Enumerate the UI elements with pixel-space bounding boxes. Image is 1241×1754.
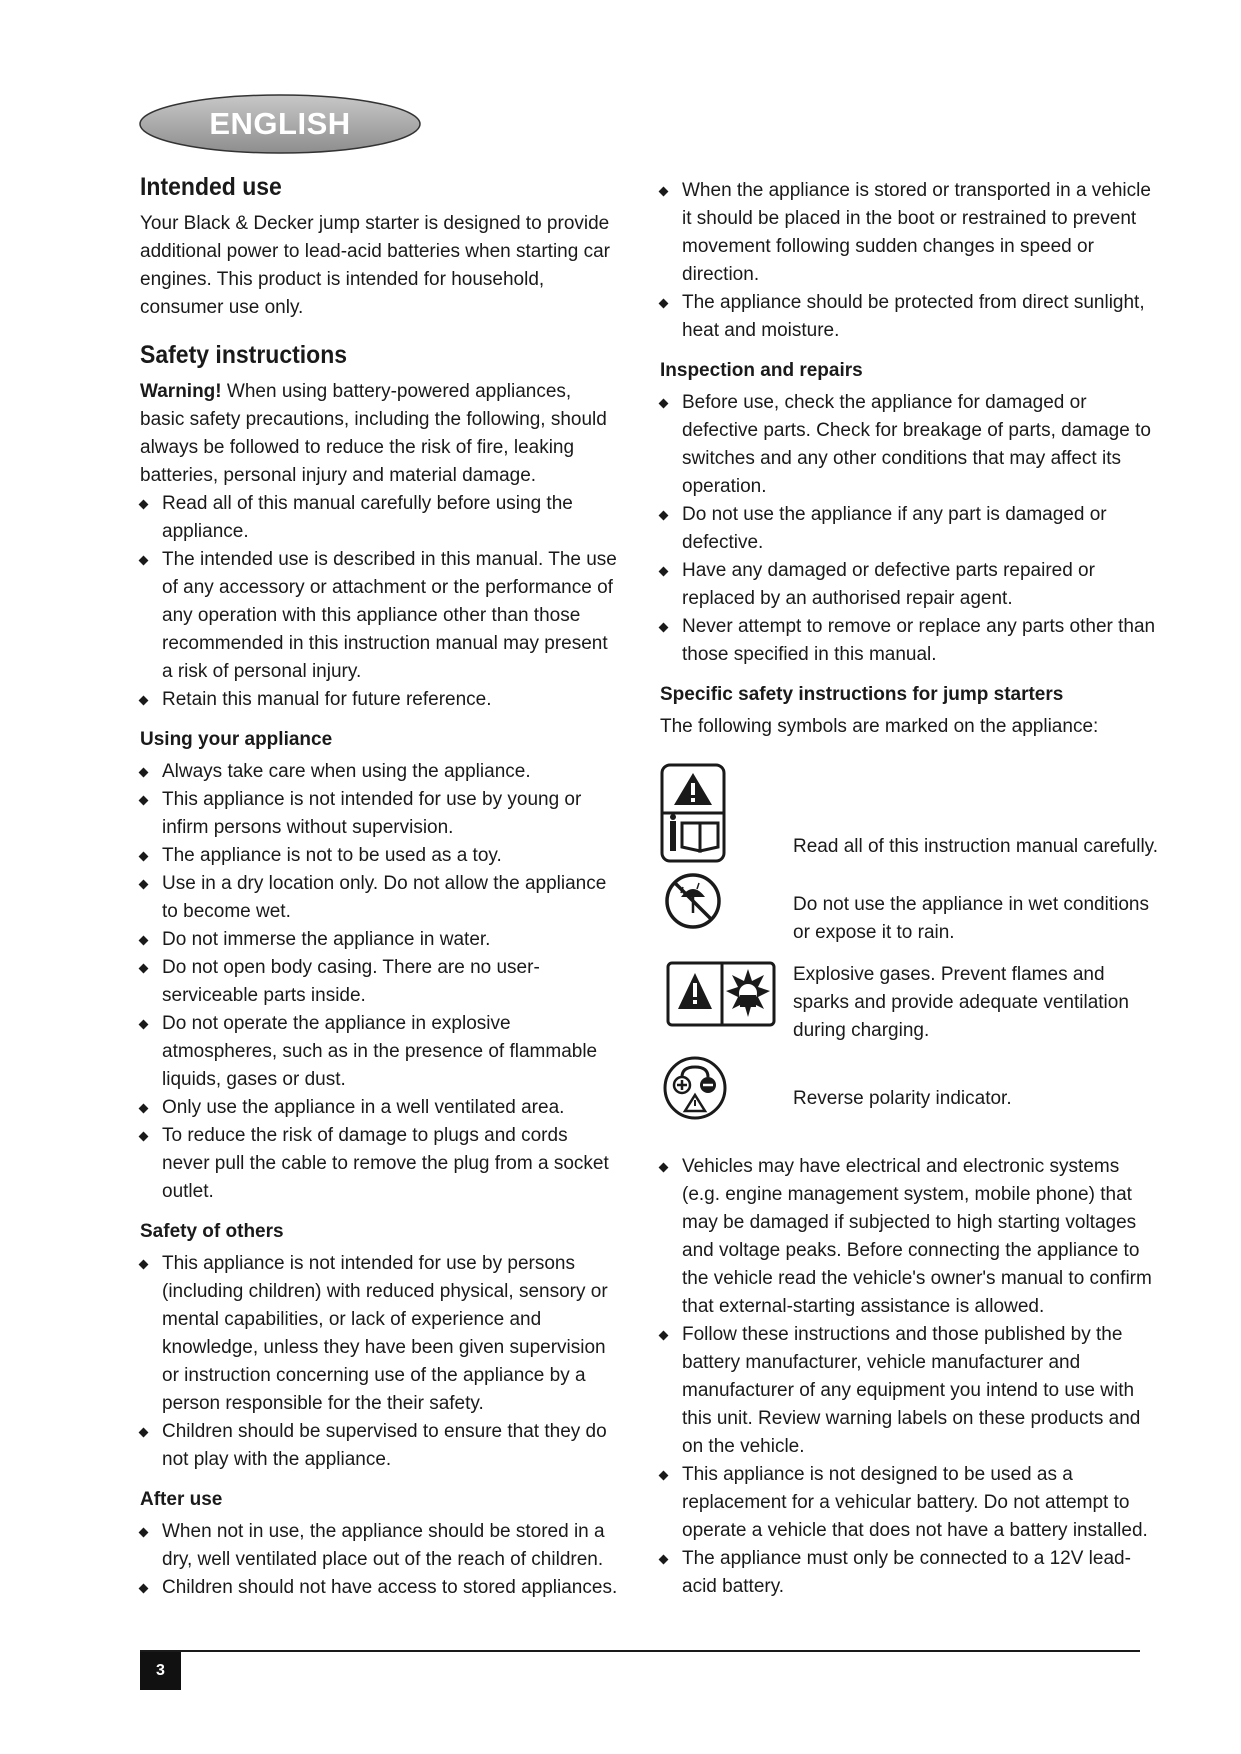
- diamond-bullet-icon: [139, 1020, 149, 1030]
- read-manual-icon: [660, 763, 726, 863]
- diamond-bullet-icon: [139, 500, 149, 510]
- page-number: 3: [140, 1652, 181, 1690]
- diamond-bullet-icon: [139, 556, 149, 566]
- inspection-title: Inspection and repairs: [660, 360, 863, 381]
- list-item: Do not open body casing. There are no user-serviceable parts inside.: [140, 954, 620, 1010]
- list-item: Follow these instructions and those published by the battery manufacturer, vehicle manufacturer and manufacturer of any equipment you intend to use with this unit. Review warning labels on these products and on the vehicle.: [660, 1321, 1160, 1461]
- symbol-text: Read all of this instruction manual carefully.: [793, 836, 1159, 857]
- symbol-text: Reverse polarity indicator.: [793, 1088, 1012, 1109]
- diamond-bullet-icon: [139, 1132, 149, 1142]
- list-item: Only use the appliance in a well ventilated area.: [140, 1094, 620, 1122]
- list-item: When not in use, the appliance should be stored in a dry, well ventilated place out of the reach of children.: [140, 1518, 620, 1574]
- symbol-text: Explosive gases. Prevent flames and sparks and provide adequate ventilation during charging.: [793, 964, 1129, 1041]
- diamond-bullet-icon: [659, 1555, 669, 1565]
- specific-intro: The following symbols are marked on the appliance:: [660, 716, 1099, 737]
- diamond-bullet-icon: [139, 880, 149, 890]
- symbol-row: [660, 871, 1160, 943]
- diamond-bullet-icon: [139, 964, 149, 974]
- diamond-bullet-icon: [659, 567, 669, 577]
- diamond-bullet-icon: [139, 1104, 149, 1114]
- explosive-gas-icon: [666, 961, 776, 1027]
- others-title: Safety of others: [140, 1221, 284, 1242]
- list-item: This appliance is not intended for use by persons (including children) with reduced physical, sensory or mental capabilities, or lack of experience and knowledge, unless they have been given supervision or instruction concerning use of the appliance by a person responsible for the their safety.: [140, 1250, 620, 1418]
- specific-list: [660, 1153, 1160, 1601]
- symbol-table: [660, 763, 1160, 1143]
- inspection-list: [660, 389, 1160, 669]
- diamond-bullet-icon: [139, 852, 149, 862]
- list-item: Read all of this manual carefully before using the appliance.: [140, 490, 620, 546]
- no-rain-icon: [663, 871, 723, 931]
- symbol-row: [660, 1055, 1160, 1125]
- footer-rule: [140, 1650, 1140, 1652]
- after-list: [140, 1518, 620, 1602]
- diamond-bullet-icon: [659, 1163, 669, 1173]
- list-item: Do not immerse the appliance in water.: [140, 926, 620, 954]
- list-item: Never attempt to remove or replace any parts other than those specified in this manual.: [660, 613, 1160, 669]
- diamond-bullet-icon: [139, 1428, 149, 1438]
- after-title: After use: [140, 1489, 223, 1510]
- right-column: [660, 177, 1160, 1601]
- list-item: When the appliance is stored or transported in a vehicle it should be placed in the boot or restrained to prevent movement following sudden changes in speed or direction.: [660, 177, 1160, 289]
- list-item: Use in a dry location only. Do not allow the appliance to become wet.: [140, 870, 620, 926]
- safety-title: Safety instructions: [140, 341, 348, 369]
- diamond-bullet-icon: [139, 936, 149, 946]
- list-item: Retain this manual for future reference.: [140, 686, 620, 714]
- list-item: Do not operate the appliance in explosive atmospheres, such as in the presence of flammable liquids, gases or dust.: [140, 1010, 620, 1094]
- others-list: [140, 1250, 620, 1474]
- using-list: [140, 758, 620, 1206]
- diamond-bullet-icon: [659, 1471, 669, 1481]
- list-item: This appliance is not designed to be used as a replacement for a vehicular battery. Do not attempt to operate a vehicle that does not have a battery installed.: [660, 1461, 1160, 1545]
- list-item: The appliance should be protected from direct sunlight, heat and moisture.: [660, 289, 1160, 345]
- warning-label: Warning!: [140, 381, 222, 402]
- symbol-row: [660, 763, 1160, 863]
- list-item: To reduce the risk of damage to plugs and cords never pull the cable to remove the plug from a socket outlet.: [140, 1122, 620, 1206]
- diamond-bullet-icon: [659, 299, 669, 309]
- list-item: Children should be supervised to ensure that they do not play with the appliance.: [140, 1418, 620, 1474]
- specific-title: Specific safety instructions for jump starters: [660, 684, 1064, 705]
- diamond-bullet-icon: [139, 1584, 149, 1594]
- diamond-bullet-icon: [659, 399, 669, 409]
- symbol-row: [660, 961, 1160, 1041]
- diamond-bullet-icon: [139, 696, 149, 706]
- diamond-bullet-icon: [139, 1260, 149, 1270]
- safety-list: [140, 490, 620, 714]
- diamond-bullet-icon: [659, 1331, 669, 1341]
- diamond-bullet-icon: [139, 768, 149, 778]
- diamond-bullet-icon: [659, 187, 669, 197]
- using-title: Using your appliance: [140, 729, 333, 750]
- safety-warning: [140, 378, 620, 490]
- list-item: Have any damaged or defective parts repaired or replaced by an authorised repair agent.: [660, 557, 1160, 613]
- diamond-bullet-icon: [139, 796, 149, 806]
- list-item: The intended use is described in this manual. The use of any accessory or attachment or the performance of any operation with this appliance other than those recommended in this instruction manual may present a risk of personal injury.: [140, 546, 620, 686]
- list-item: This appliance is not intended for use by young or infirm persons without supervision.: [140, 786, 620, 842]
- left-column: [140, 172, 620, 1602]
- list-item: Always take care when using the appliance.: [140, 758, 620, 786]
- diamond-bullet-icon: [139, 1528, 149, 1538]
- list-item: The appliance must only be connected to a 12V lead-acid battery.: [660, 1545, 1160, 1601]
- language-label: ENGLISH: [209, 106, 351, 141]
- warning-text: When using battery-powered appliances, basic safety precautions, including the following, should always be followed to reduce the risk of fire, leaking batteries, personal injury and material damage.: [140, 381, 607, 486]
- diamond-bullet-icon: [659, 511, 669, 521]
- intended-use-title: Intended use: [140, 173, 282, 201]
- list-item: Children should not have access to stored appliances.: [140, 1574, 620, 1602]
- diamond-bullet-icon: [659, 623, 669, 633]
- list-item: Vehicles may have electrical and electronic systems (e.g. engine management system, mobile phone) that may be damaged if subjected to high starting voltages and voltage peaks. Before connecting the appliance to the vehicle read the vehicle's owner's manual to confirm that external-starting assistance is allowed.: [660, 1153, 1160, 1321]
- list-item: The appliance is not to be used as a toy.: [140, 842, 620, 870]
- intended-use-text: Your Black & Decker jump starter is designed to provide additional power to lead-acid batteries when starting car engines. This product is intended for household, consumer use only.: [140, 213, 610, 318]
- list-item: Before use, check the appliance for damaged or defective parts. Check for breakage of parts, damage to switches and any other conditions that may affect its operation.: [660, 389, 1160, 501]
- language-badge: [138, 93, 422, 155]
- list-item: Do not use the appliance if any part is damaged or defective.: [660, 501, 1160, 557]
- storage-list: [660, 177, 1160, 345]
- symbol-text: Do not use the appliance in wet conditions or expose it to rain.: [793, 894, 1149, 943]
- reverse-polarity-icon: [662, 1055, 728, 1121]
